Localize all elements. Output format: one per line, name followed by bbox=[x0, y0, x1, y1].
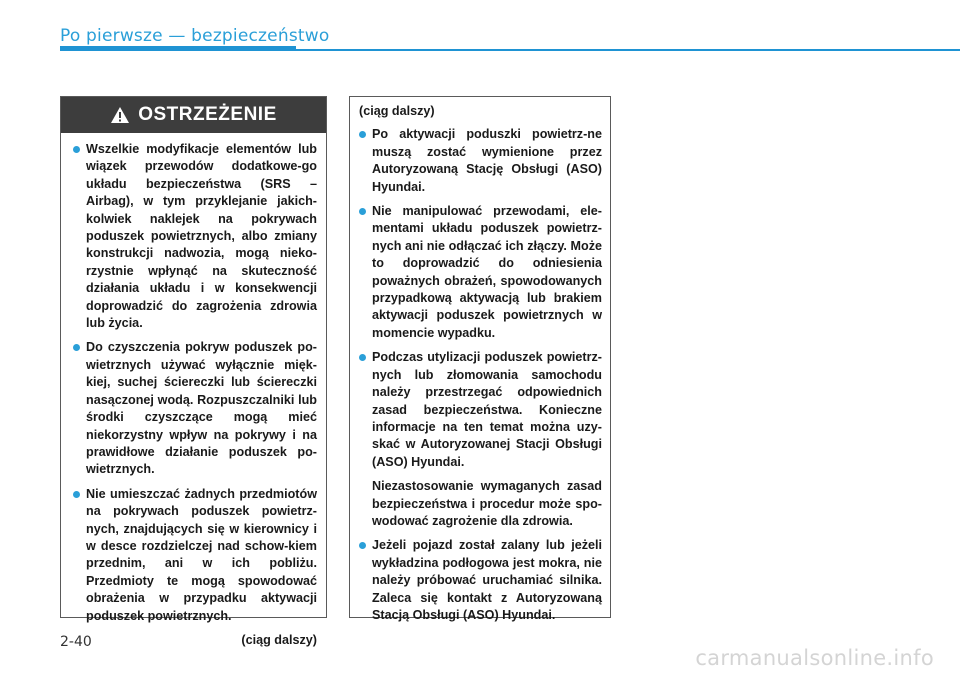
header-accent-bar bbox=[60, 46, 296, 51]
continuation-list bbox=[359, 126, 602, 624]
bullet-icon bbox=[359, 208, 366, 215]
continued-label: (ciąg dalszy) bbox=[241, 632, 317, 647]
list-item-text: Wszelkie modyfikacje elementów lub wiązek przewodów dodatkowe-go układu bezpieczeństwa (SRS – Airbag), w tym przyklejanie jakich-kolwiek naklejek na pokrywach poduszek powietrznych, albo zmiany konstrukcji nadwozia, mogą nieko-rzystnie wpłynąć na skuteczność działania układu i w konsekwencji doprowadzić do zagrożenia zdrowia lub życia. bbox=[86, 142, 317, 331]
header-divider bbox=[296, 49, 960, 51]
warning-content bbox=[61, 133, 326, 649]
section-title: Po pierwsze — bezpieczeństwo bbox=[60, 26, 330, 46]
continuation-content bbox=[350, 97, 610, 624]
bullet-icon bbox=[73, 491, 80, 498]
bullet-icon bbox=[359, 131, 366, 138]
list-item-text: Nie manipulować przewodami, ele-mentami układu poduszek powietrz-nych ani nie odłączać ich złączy. Może to doprowadzić do odniesienia poważnych obrażeń, spowodowanych przypadkową aktywacją lub brakiem aktywacji poduszek powietrznych w momencie wypadku. bbox=[372, 204, 602, 340]
warning-triangle-icon bbox=[110, 106, 130, 124]
bullet-icon bbox=[73, 146, 80, 153]
watermark: carmanualsonline.info bbox=[695, 646, 934, 670]
list-item bbox=[359, 349, 602, 530]
warning-list bbox=[73, 141, 317, 625]
extra-paragraph: Niezastosowanie wymaganych zasad bezpieczeństwa i procedur może spo-wodować zagrożenie dla zdrowia. bbox=[372, 479, 602, 528]
list-item bbox=[73, 141, 317, 332]
list-item-text: Podczas utylizacji poduszek powietrz-nych lub złomowania samochodu należy przestrzegać odpowiednich zasad bezpieczeństwa. Konieczne informacje na ten temat można uzy-skać w Autoryzowanej Stacji Obsługi (ASO) Hyundai. bbox=[372, 350, 602, 469]
list-item-text: Jeżeli pojazd został zalany lub jeżeli wykładzina podłogowa jest mokra, nie należy próbować uruchamiać silnika. Zaleca się kontakt z Autoryzowaną Stacją Obsługi (ASO) Hyundai. bbox=[372, 538, 602, 622]
list-item-text: Nie umieszczać żadnych przedmiotów na pokrywach poduszek powietrz-nych, znajdujących się w kierownicy i w desce rozdzielczej nad schow-kiem przednim, ani w ich pobliżu. Przedmioty te mogą spowodować obrażenia w przypadku aktywacji poduszek powietrznych. bbox=[86, 486, 317, 623]
warning-title: OSTRZEŻENIE bbox=[138, 104, 277, 125]
bullet-icon bbox=[73, 344, 80, 351]
continuation-box bbox=[349, 96, 611, 622]
bullet-icon bbox=[359, 542, 366, 549]
continued-label: (ciąg dalszy) bbox=[359, 104, 435, 118]
list-item bbox=[73, 486, 317, 625]
warning-header bbox=[61, 97, 326, 133]
bullet-icon bbox=[359, 354, 366, 361]
list-item bbox=[73, 339, 317, 478]
list-item bbox=[359, 203, 602, 342]
list-item-text: Do czyszczenia pokryw poduszek po-wietrznych używać wyłącznie mięk-kiej, suchej ściereczki lub ściereczki nasączonej wodą. Rozpuszczalniki lub środki czyszczące mogą mieć niekorzystny wpływ na pokrywy i na prawidłowe działanie poduszek po-wietrznych. bbox=[86, 340, 317, 477]
list-item bbox=[359, 126, 602, 196]
list-item bbox=[359, 537, 602, 624]
page-number: 2-40 bbox=[60, 634, 92, 650]
list-item-text: Po aktywacji poduszki powietrz-ne muszą zostać wymienione przez Autoryzowaną Stację Obsługi (ASO) Hyundai. bbox=[372, 127, 602, 194]
